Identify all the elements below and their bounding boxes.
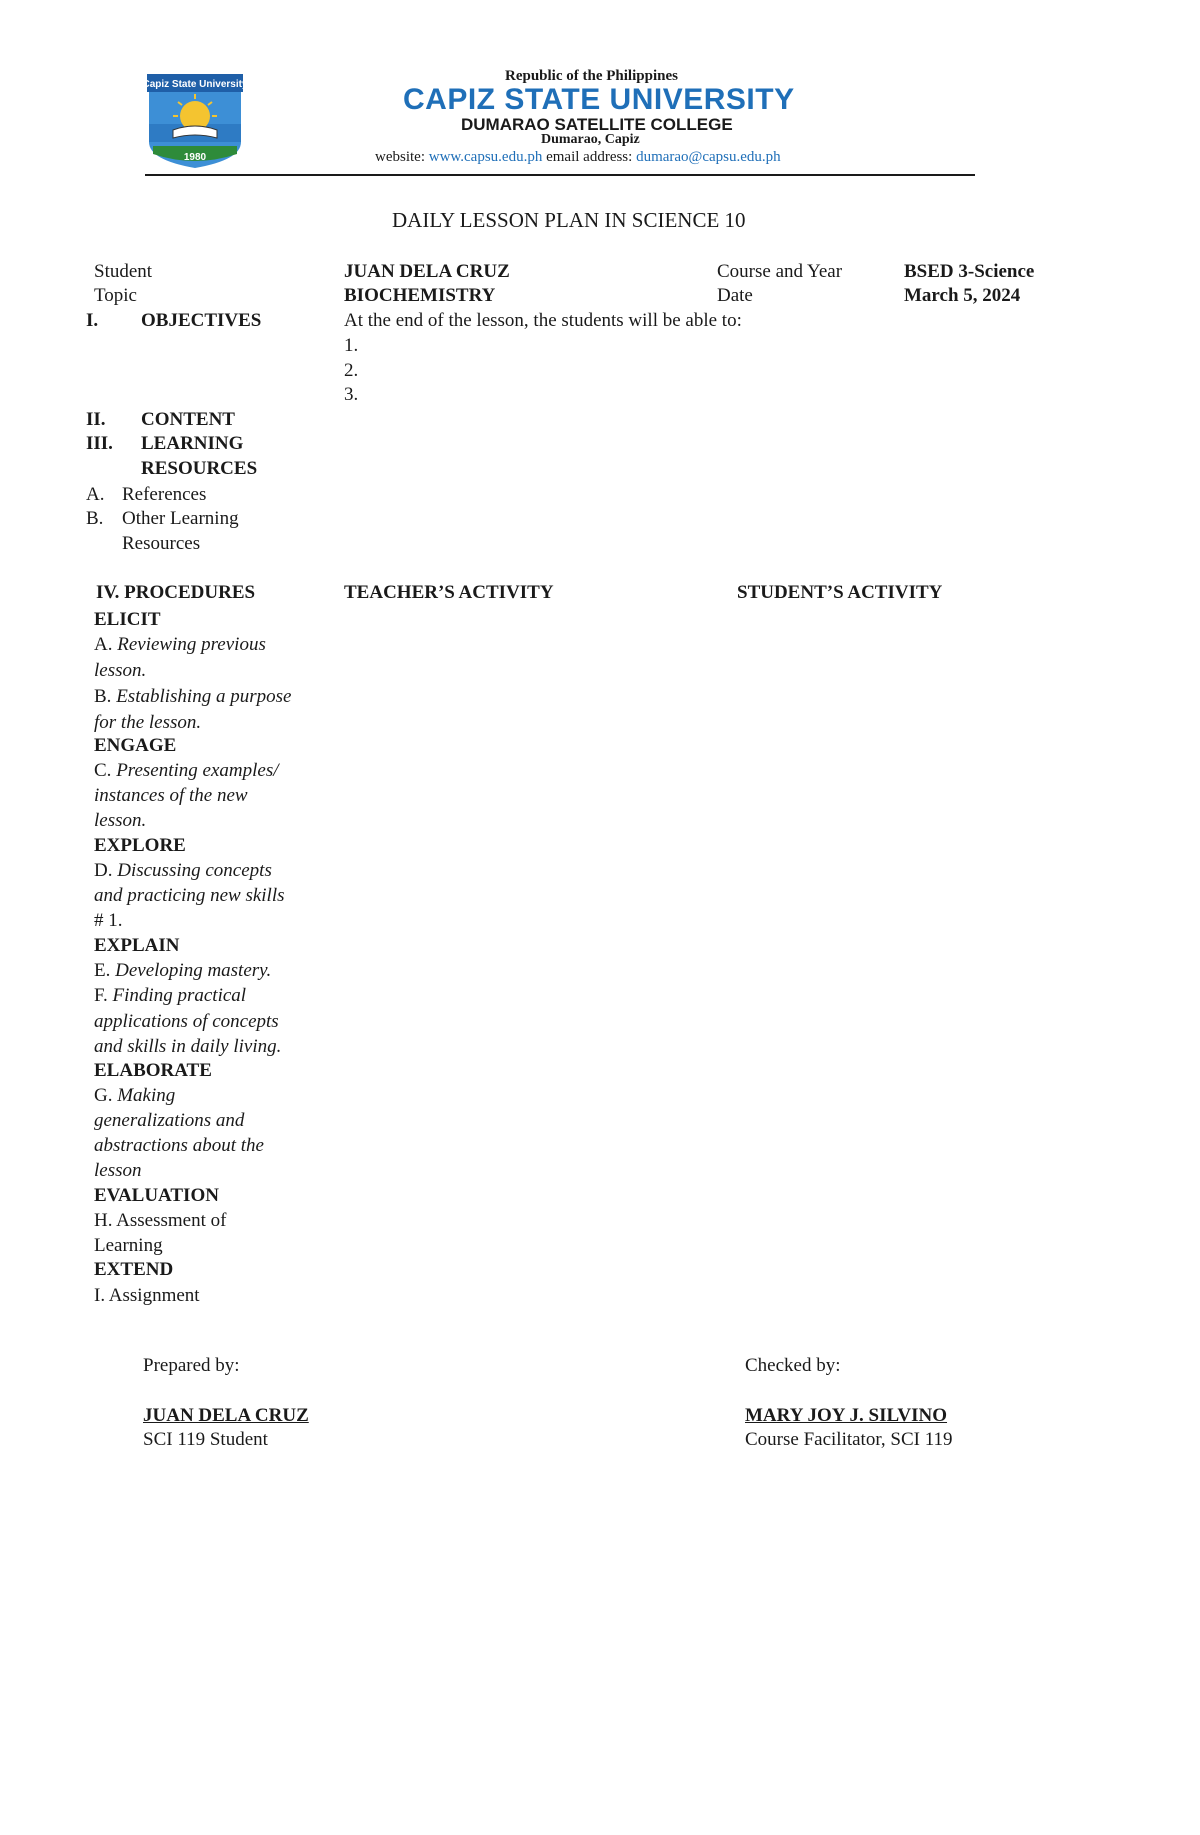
objectives-number: I.	[86, 310, 99, 331]
step-g-line2: generalizations and	[94, 1110, 245, 1131]
learning-resources-heading-line2: RESOURCES	[141, 458, 258, 479]
header-campus: DUMARAO SATELLITE COLLEGE	[461, 115, 733, 134]
header-republic: Republic of the Philippines	[505, 68, 678, 84]
checked-by-role: Course Facilitator, SCI 119	[745, 1429, 953, 1450]
prepared-by-label: Prepared by:	[143, 1355, 240, 1376]
learning-resources-heading-line1: LEARNING	[141, 433, 244, 454]
student-value: JUAN DELA CRUZ	[344, 261, 510, 282]
objective-item-2: 2.	[344, 360, 359, 381]
website-link[interactable]: www.capsu.edu.ph	[428, 149, 543, 165]
step-c-line3: lesson.	[94, 810, 147, 831]
objectives-intro: At the end of the lesson, the students will be able to:	[344, 310, 742, 331]
phase-evaluation: EVALUATION	[94, 1185, 219, 1206]
header-university-name: CAPIZ STATE UNIVERSITY	[403, 83, 795, 116]
step-c-line1: C. Presenting examples/	[94, 760, 279, 781]
content-heading: CONTENT	[141, 409, 235, 430]
prepared-by-role: SCI 119 Student	[143, 1429, 268, 1450]
checked-by-label: Checked by:	[745, 1355, 841, 1376]
step-c-line2: instances of the new	[94, 785, 248, 806]
step-h-line1: H. Assessment of	[94, 1210, 227, 1231]
email-label: email address:	[546, 149, 633, 165]
learning-resources-number: III.	[86, 433, 113, 454]
phase-extend: EXTEND	[94, 1259, 174, 1280]
references-label: References	[122, 484, 207, 505]
course-label: Course and Year	[717, 261, 843, 282]
other-resources-label-line2: Resources	[122, 533, 201, 554]
step-b-line1: B. Establishing a purpose	[94, 686, 292, 707]
header-divider	[145, 174, 975, 176]
step-g-line3: abstractions about the	[94, 1135, 264, 1156]
content-number: II.	[86, 409, 106, 430]
objectives-heading: OBJECTIVES	[141, 310, 262, 331]
step-a-line1: A. Reviewing previous	[94, 634, 266, 655]
phase-explain: EXPLAIN	[94, 935, 180, 956]
topic-label: Topic	[94, 285, 137, 306]
phase-elaborate: ELABORATE	[94, 1060, 212, 1081]
step-b-line2: for the lesson.	[94, 712, 202, 733]
prepared-by-name: JUAN DELA CRUZ	[143, 1405, 309, 1426]
phase-explore: EXPLORE	[94, 835, 186, 856]
document-title: DAILY LESSON PLAN IN SCIENCE 10	[392, 208, 746, 232]
website-label: website:	[375, 149, 425, 165]
references-letter: A.	[86, 484, 105, 505]
other-resources-label-line1: Other Learning	[122, 508, 239, 529]
topic-value: BIOCHEMISTRY	[344, 285, 496, 306]
step-e-line1: E. Developing mastery.	[94, 960, 272, 981]
date-value: March 5, 2024	[904, 285, 1021, 306]
university-logo	[145, 72, 245, 170]
step-f-line1: F. Finding practical	[94, 985, 247, 1006]
teacher-activity-heading: TEACHER’S ACTIVITY	[344, 582, 554, 603]
other-resources-letter: B.	[86, 508, 104, 529]
step-d-line2: and practicing new skills	[94, 885, 285, 906]
objective-item-3: 3.	[344, 384, 359, 405]
course-value: BSED 3-Science	[904, 261, 1035, 282]
step-g-line4: lesson	[94, 1160, 142, 1181]
logo-year: 1980	[183, 152, 207, 163]
phase-engage: ENGAGE	[94, 735, 177, 756]
header-contact	[375, 149, 781, 166]
email-link[interactable]: dumarao@capsu.edu.ph	[636, 149, 781, 165]
procedures-heading: IV. PROCEDURES	[96, 582, 256, 603]
step-d-line1: D. Discussing concepts	[94, 860, 272, 881]
step-f-line3: and skills in daily living.	[94, 1036, 282, 1057]
logo-top-text: Capiz State University	[145, 79, 245, 90]
step-a-line2: lesson.	[94, 660, 147, 681]
step-h-line2: Learning	[94, 1235, 163, 1256]
step-d-line3: # 1.	[94, 910, 123, 931]
header-address: Dumarao, Capiz	[541, 132, 640, 147]
step-g-line1: G. Making	[94, 1085, 176, 1106]
step-f-line2: applications of concepts	[94, 1011, 279, 1032]
step-i-line1: I. Assignment	[94, 1285, 200, 1306]
student-label: Student	[94, 261, 153, 282]
phase-elicit: ELICIT	[94, 609, 161, 630]
date-label: Date	[717, 285, 753, 306]
checked-by-name: MARY JOY J. SILVINO	[745, 1405, 948, 1426]
student-activity-heading: STUDENT’S ACTIVITY	[737, 582, 943, 603]
objective-item-1: 1.	[344, 335, 359, 356]
